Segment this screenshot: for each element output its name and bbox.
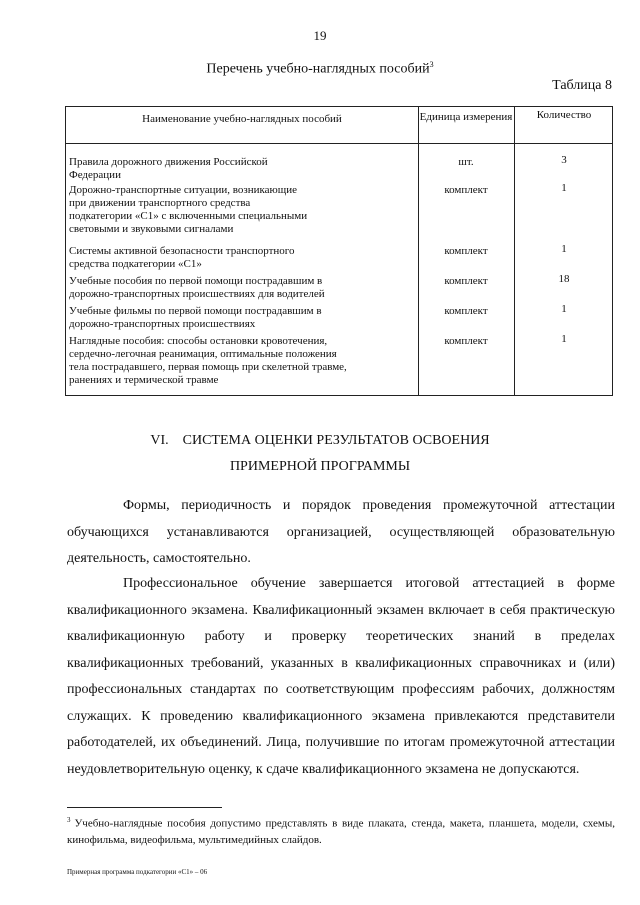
table-header-rule [66,143,612,144]
section-title-line2: ПРИМЕРНОЙ ПРОГРАММЫ [229,459,411,474]
table-label: Таблица 8 [552,78,612,93]
row-name: Правила дорожного движения Российской Федерации [69,156,268,181]
footnote-text: Учебно-наглядные пособия допустимо представлять в виде плаката, стенда, макета, планшета, модели, схемы, кинофильма, видеофильма, мультимедийных слайдов. [67,817,615,846]
row-unit: комплект [444,335,488,347]
row-name: Дорожно-транспортные ситуации, возникающие при движении транспортного средства подкатегории «С1» с включенными специальными световыми и звуковыми сигналами [69,184,308,235]
section-number: VI. [150,433,169,448]
row-quantity: 3 [561,154,567,166]
row-unit: комплект [444,275,488,287]
footnote-number: 3 [67,816,71,824]
header-name: Наименование учебно-наглядных пособий [142,113,342,125]
section-title-line1: СИСТЕМА ОЦЕНКИ РЕЗУЛЬТАТОВ ОСВОЕНИЯ [182,433,490,448]
row-name: Учебные фильмы по первой помощи пострадавшим в дорожно-транспортных происшествиях [69,305,322,330]
row-quantity: 1 [561,333,567,345]
list-title-text: Перечень учебно-наглядных пособий [206,61,430,77]
row-unit: комплект [444,305,488,317]
paragraph: Формы, периодичность и порядок проведения промежуточной аттестации обучающихся устанавливаются организацией, осуществляющей образовательную деятельность, самостоятельно. [67,498,615,566]
section-heading [0,428,640,480]
paragraph: Профессиональное обучение завершается итоговой аттестацией в форме квалификационного экзамена. Квалификационный экзамен включает в себя практическую квалификационную работу и проверку теоретических знаний в пределах квалификационных требований, указанных в квалификационных справочниках и (или) профессиональных стандартах по соответствующим профессиям рабочих, должностям служащих. К проведению квалификационного экзамена привлекаются представители работодателей, их объединений. Лица, получившие по итогам промежуточной аттестации неудовлетворительную оценку, к сдаче квалификационного экзамена не допускаются. [67,576,615,777]
row-name: Наглядные пособия: способы остановки кровотечения, сердечно-легочная реанимация, оптимальные положения тела пострадавшего, первая помощь при скелетной травме, ранениях и термической травме [69,335,347,386]
footnote-separator [67,807,222,808]
row-unit: шт. [458,156,474,168]
row-quantity: 1 [561,182,567,194]
section-heading-line1 [0,428,640,454]
header-quantity: Количество [536,109,592,121]
page-footer: Примерная программа подкатегории «С1» – 06 [67,868,208,876]
list-title [0,60,640,78]
row-name: Системы активной безопасности транспортного средства подкатегории «С1» [69,245,295,270]
row-quantity: 1 [561,303,567,315]
footnote [67,812,615,848]
row-quantity: 1 [561,243,567,255]
row-unit: комплект [444,245,488,257]
row-unit: комплект [444,184,488,196]
row-quantity: 18 [558,273,570,285]
header-unit: Единица измерения [419,111,513,123]
list-title-footnote-ref: 3 [429,60,434,69]
page-number: 19 [313,28,327,43]
row-name: Учебные пособия по первой помощи пострадавшим в дорожно-транспортных происшествиях для водителей [69,275,325,300]
teaching-aids-table [65,106,613,396]
